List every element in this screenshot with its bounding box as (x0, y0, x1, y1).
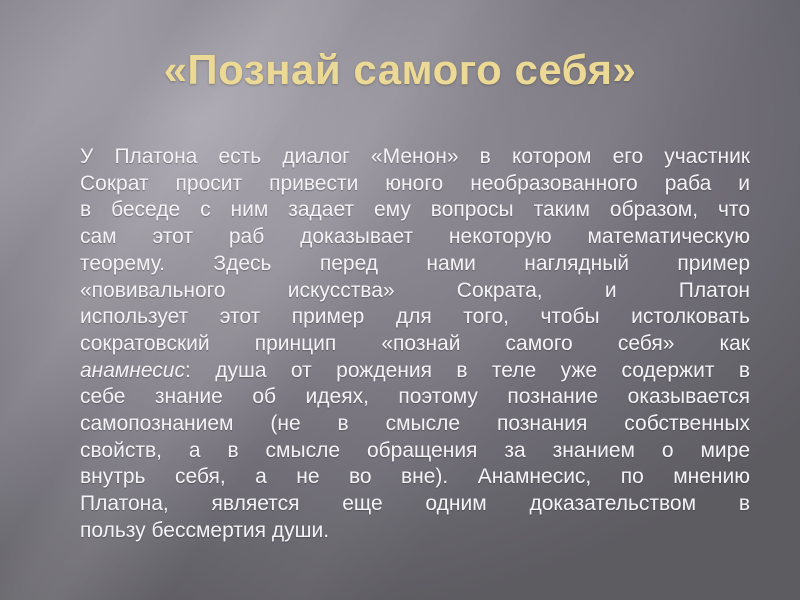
slide-body-text (80, 144, 750, 545)
paragraph-line (80, 251, 750, 278)
text-segment: себе знание об идеях, поэтому познание оказывается (80, 385, 750, 409)
paragraph-line (80, 358, 750, 385)
paragraph-line (80, 491, 750, 518)
text-segment: сам этот раб доказывает некоторую математическую (80, 225, 750, 249)
paragraph-line (80, 331, 750, 358)
paragraph-line (80, 171, 750, 198)
slide-title: «Познай самого себя» (163, 46, 637, 93)
text-segment: «повивального искусства» Сократа, и Платон (80, 278, 750, 302)
paragraph-line (80, 411, 750, 438)
text-segment: теорему. Здесь перед нами наглядный пример (80, 251, 750, 275)
text-segment: использует этот пример для того, чтобы истолковать (80, 305, 750, 329)
paragraph-line (80, 438, 750, 465)
text-segment: самопознанием (не в смысле познания собственных (80, 412, 750, 436)
text-segment: У Платона есть диалог «Менон» в котором его участник (80, 145, 750, 168)
paragraph-line (80, 464, 750, 491)
paragraph-line (80, 197, 750, 224)
text-segment: Платона, является еще одним доказательством в (80, 492, 750, 516)
text-segment: внутрь себя, а не во вне). Анамнесис, по мнению (80, 465, 750, 489)
paragraph-line (80, 144, 750, 171)
paragraph-line (80, 278, 750, 305)
text-segment: сократовский принцип «познай самого себя» как (80, 331, 750, 355)
text-segment: в беседе с ним задает ему вопросы таким образом, что (80, 198, 750, 222)
paragraph-line (80, 384, 750, 411)
text-segment: : душа от рождения в теле уже содержит в (185, 358, 750, 382)
text-segment: пользу бессмертия души. (80, 518, 330, 542)
text-segment: Сократ просит привести юного необразованного раба и (80, 171, 750, 195)
paragraph-line (80, 518, 750, 545)
text-segment: свойств, а в смысле обращения за знанием о мире (80, 438, 750, 462)
italic-term: анамнесис (80, 358, 185, 382)
paragraph-line (80, 224, 750, 251)
paragraph-line (80, 304, 750, 331)
